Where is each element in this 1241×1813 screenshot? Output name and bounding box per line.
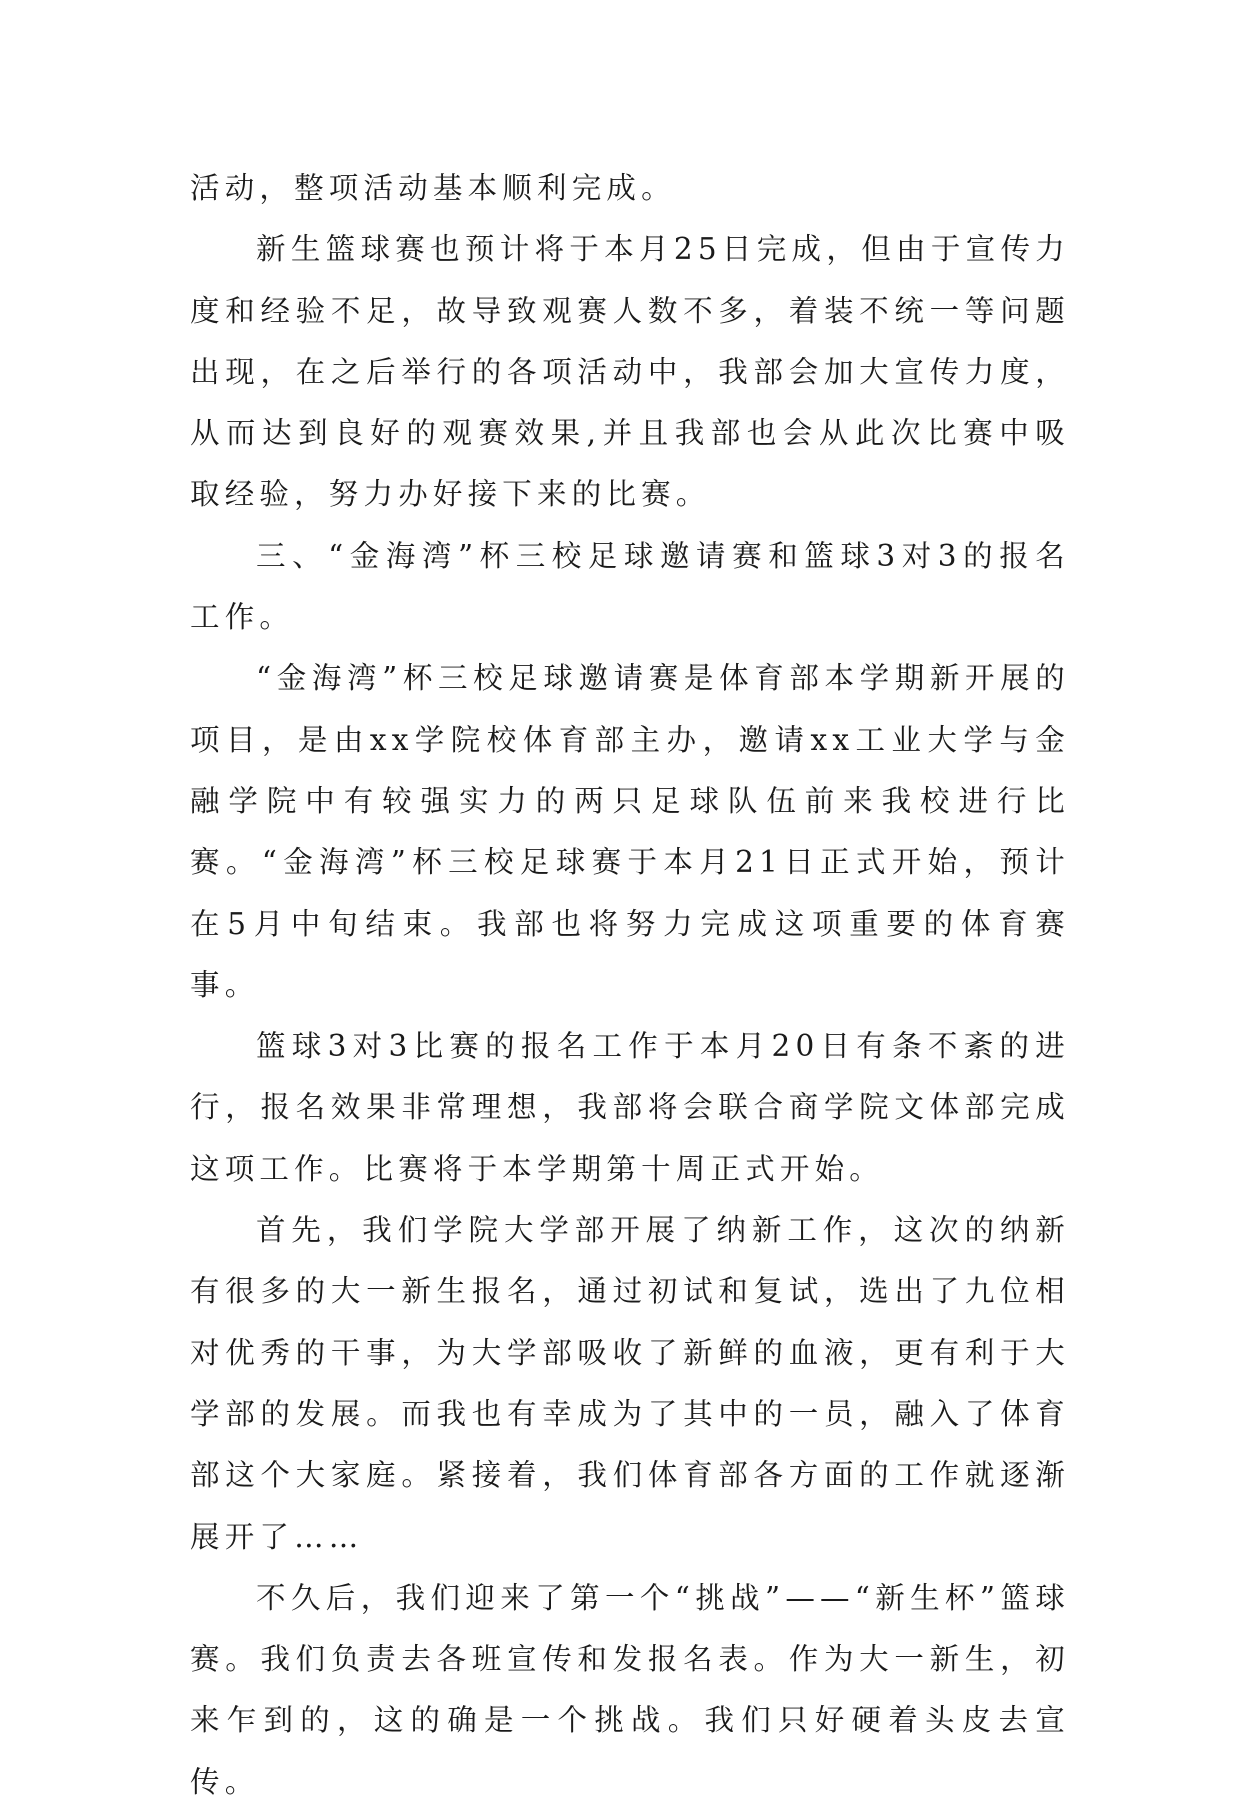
paragraph-5: 篮球3对3比赛的报名工作于本月20日有条不紊的进行，报名效果非常理想，我部将会联合商学院文体部完成这项工作。比赛将于本学期第十周正式开始。 bbox=[190, 1029, 1070, 1186]
paragraph-3-heading: 三、“金海湾”杯三校足球邀请赛和篮球3对3的报名工作。 bbox=[190, 538, 1070, 635]
paragraph-1: 活动，整项活动基本顺利完成。 bbox=[190, 171, 676, 205]
paragraph-6: 首先，我们学院大学部开展了纳新工作，这次的纳新有很多的大一新生报名，通过初试和复试，选出了九位相对优秀的干事，为大学部吸收了新鲜的血液，更有利于大学部的发展。而我也有幸成为了其中的一员，融入了体育部这个大家庭。紧接着，我们体育部各方面的工作就逐渐展开了…… bbox=[190, 1213, 1070, 1554]
paragraph-4: “金海湾”杯三校足球邀请赛是体育部本学期新开展的项目，是由xx学院校体育部主办，邀请xx工业大学与金融学院中有较强实力的两只足球队伍前来我校进行比赛。“金海湾”杯三校足球赛于本月21日正式开始，预计在5月中旬结束。我部也将努力完成这项重要的体育赛事。 bbox=[190, 661, 1070, 1002]
document-body bbox=[190, 158, 1070, 1813]
paragraph-7: 不久后，我们迎来了第一个“挑战”——“新生杯”篮球赛。我们负责去各班宣传和发报名表。作为大一新生，初来乍到的，这的确是一个挑战。我们只好硬着头皮去宣传。 bbox=[190, 1580, 1070, 1799]
paragraph-2: 新生篮球赛也预计将于本月25日完成，但由于宣传力度和经验不足，故导致观赛人数不多，着装不统一等问题出现，在之后举行的各项活动中，我部会加大宣传力度，从而达到良好的观赛效果,并且我部也会从此次比赛中吸取经验，努力办好接下来的比赛。 bbox=[190, 232, 1070, 512]
